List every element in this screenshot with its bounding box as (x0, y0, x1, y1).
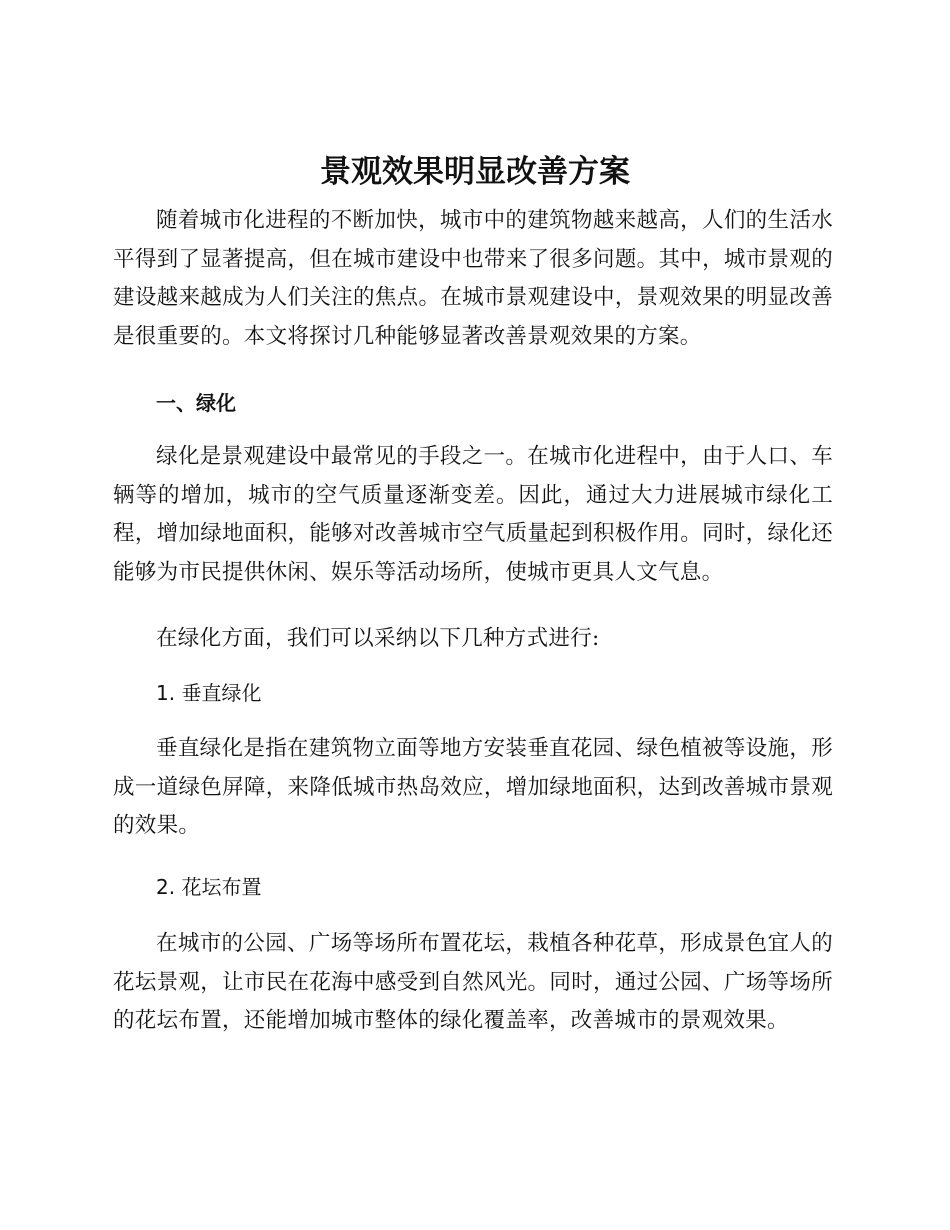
intro-paragraph: 随着城市化进程的不断加快，城市中的建筑物越来越高，人们的生活水平得到了显著提高，但在城市建设中也带来了很多问题。其中，城市景观的建设越来越成为人们关注的焦点。在城市景观建设中，景观效果的明显改善是很重要的。本文将探讨几种能够显著改善景观效果的方案。 (113, 208, 833, 349)
greening-paragraph: 绿化是景观建设中最常见的手段之一。在城市化进程中，由于人口、车辆等的增加，城市的空气质量逐渐变差。因此，通过大力进展城市绿化工程，增加绿地面积，能够对改善城市空气质量起到积极作用。同时，绿化还能够为市民提供休闲、娱乐等活动场所，使城市更具人文气息。 (113, 444, 833, 585)
subheading-flower-beds: 2. 花坛布置 (156, 875, 262, 899)
subheading-vertical-greening: 1. 垂直绿化 (156, 681, 262, 705)
section-heading-greening: 一、绿化 (156, 391, 236, 415)
flower-beds-paragraph: 在城市的公园、广场等场所布置花坛，栽植各种花草，形成景色宜人的花坛景观，让市民在花海中感受到自然风光。同时，通过公园、广场等场所的花坛布置，还能增加城市整体的绿化覆盖率，改善城市的景观效果。 (113, 931, 833, 1033)
greening-methods-intro: 在绿化方面，我们可以采纳以下几种方式进行: (156, 626, 600, 651)
document-title: 景观效果明显改善方案 (320, 154, 630, 190)
vertical-greening-paragraph: 垂直绿化是指在建筑物立面等地方安装垂直花园、绿色植被等设施，形成一道绿色屏障，来降低城市热岛效应，增加绿地面积，达到改善城市景观的效果。 (113, 736, 833, 838)
